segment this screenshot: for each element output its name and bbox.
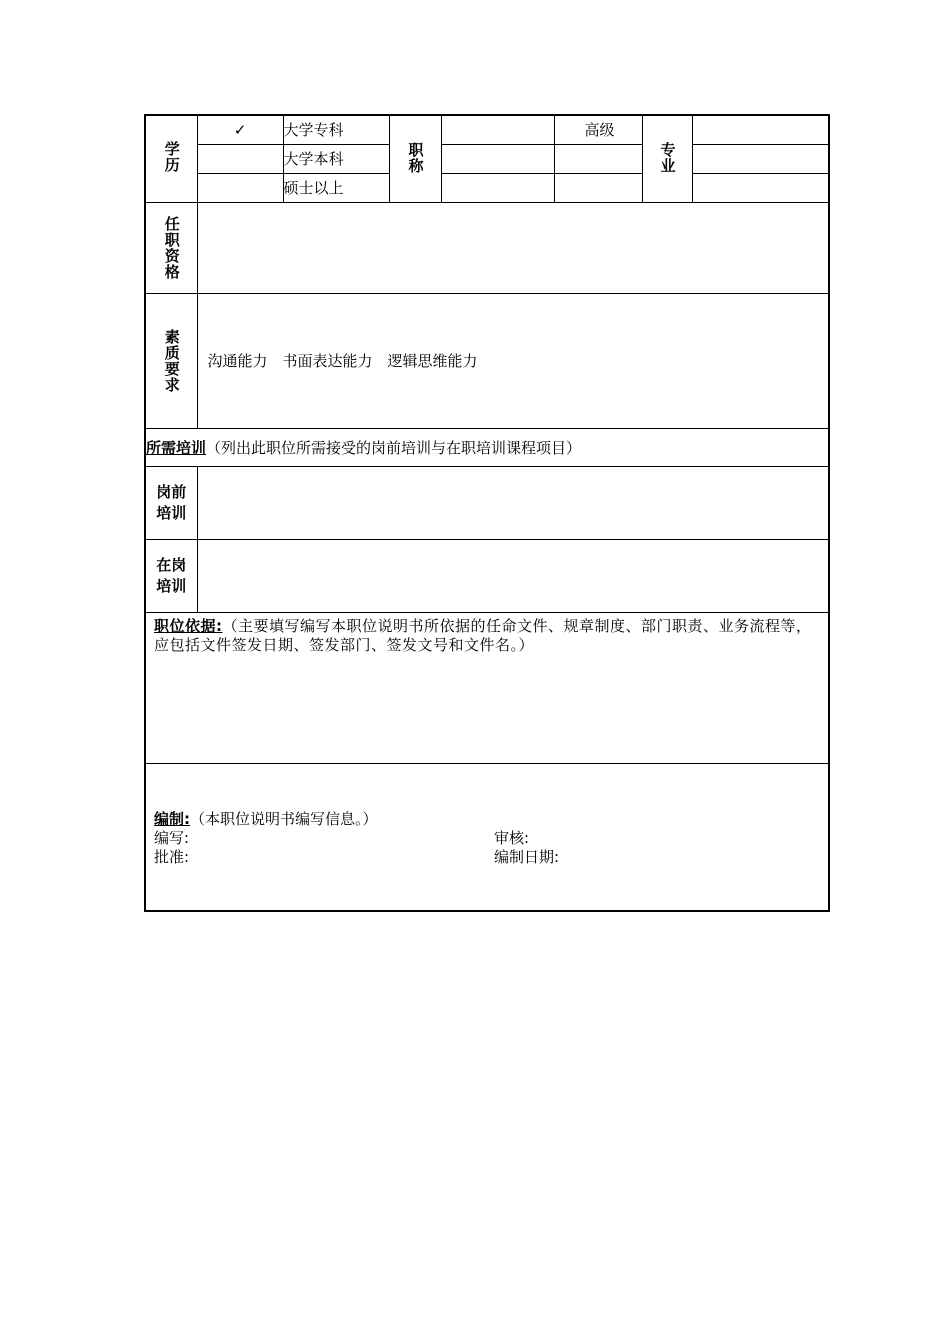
major-label-cell: [642, 115, 692, 202]
education-check-cell-3[interactable]: [197, 173, 283, 202]
major-value-3[interactable]: [692, 173, 829, 202]
compile-row: [145, 763, 829, 911]
on-job-training-value[interactable]: [197, 539, 829, 612]
reviewer-label: 审核:: [494, 828, 530, 847]
compile-note: （本职位说明书编写信息。）: [190, 809, 378, 828]
education-label: 学历: [162, 140, 181, 173]
education-option-1: 大学专科: [283, 115, 389, 144]
pre-job-training-label: 岗前培训: [156, 482, 187, 522]
pre-job-training-row: [145, 466, 829, 539]
compile-cell[interactable]: [145, 763, 829, 911]
education-label-cell: [145, 115, 197, 202]
qualification-label: 任职资格: [162, 215, 181, 280]
qualification-label-cell: [145, 202, 197, 293]
basis-heading: 职位依据:: [154, 616, 223, 635]
title-rank-value-1[interactable]: [441, 115, 554, 144]
title-rank-value-2[interactable]: [441, 144, 554, 173]
compile-date-label: 编制日期:: [494, 847, 560, 866]
major-value-2[interactable]: [692, 144, 829, 173]
title-rank-label-cell: [389, 115, 441, 202]
check-icon: ✓: [233, 120, 247, 139]
education-option-2: 大学本科: [283, 144, 389, 173]
compile-line-1: [154, 829, 820, 848]
quality-requirements-label-cell: [145, 293, 197, 428]
quality-requirements-row: [145, 293, 829, 428]
pre-job-training-value[interactable]: [197, 466, 829, 539]
education-row-2: [145, 144, 829, 173]
title-rank-label: 职称: [406, 141, 425, 174]
education-row-3: [145, 173, 829, 202]
education-check-cell[interactable]: [197, 115, 283, 144]
writer-label: 编写:: [154, 828, 190, 847]
on-job-training-label-cell: [145, 539, 197, 612]
major-value-1[interactable]: [692, 115, 829, 144]
training-heading-cell: [145, 428, 829, 466]
quality-requirements-label: 素质要求: [162, 328, 181, 393]
title-rank-level-3: [554, 173, 642, 202]
qualification-row: [145, 202, 829, 293]
compile-heading: 编制:: [154, 809, 190, 828]
training-heading: 所需培训: [146, 438, 207, 457]
approver-label: 批准:: [154, 847, 190, 866]
title-rank-value-3[interactable]: [441, 173, 554, 202]
title-rank-level-1: 高级: [554, 115, 642, 144]
basis-cell[interactable]: [145, 612, 829, 763]
qualification-value[interactable]: [197, 202, 829, 293]
training-heading-row: [145, 428, 829, 466]
job-description-form: [144, 114, 830, 912]
education-check-cell-2[interactable]: [197, 144, 283, 173]
title-rank-level-2: [554, 144, 642, 173]
major-label: 专业: [658, 141, 677, 174]
basis-row: [145, 612, 829, 763]
quality-requirements-value-cell[interactable]: [197, 293, 829, 428]
on-job-training-row: [145, 539, 829, 612]
quality-requirements-items: 沟通能力 书面表达能力 逻辑思维能力: [207, 352, 478, 370]
education-row-1: [145, 115, 829, 144]
education-option-3: 硕士以上: [283, 173, 389, 202]
compile-line-2: [154, 848, 820, 867]
pre-job-training-label-cell: [145, 466, 197, 539]
basis-note: （主要填写编写本职位说明书所依据的任命文件、规章制度、部门职责、业务流程等，应包括文件签发日期、签发部门、签发文号和文件名。）: [154, 616, 812, 654]
training-note: （列出此职位所需接受的岗前培训与在职培训课程项目）: [206, 438, 582, 457]
on-job-training-label: 在岗培训: [156, 555, 187, 595]
